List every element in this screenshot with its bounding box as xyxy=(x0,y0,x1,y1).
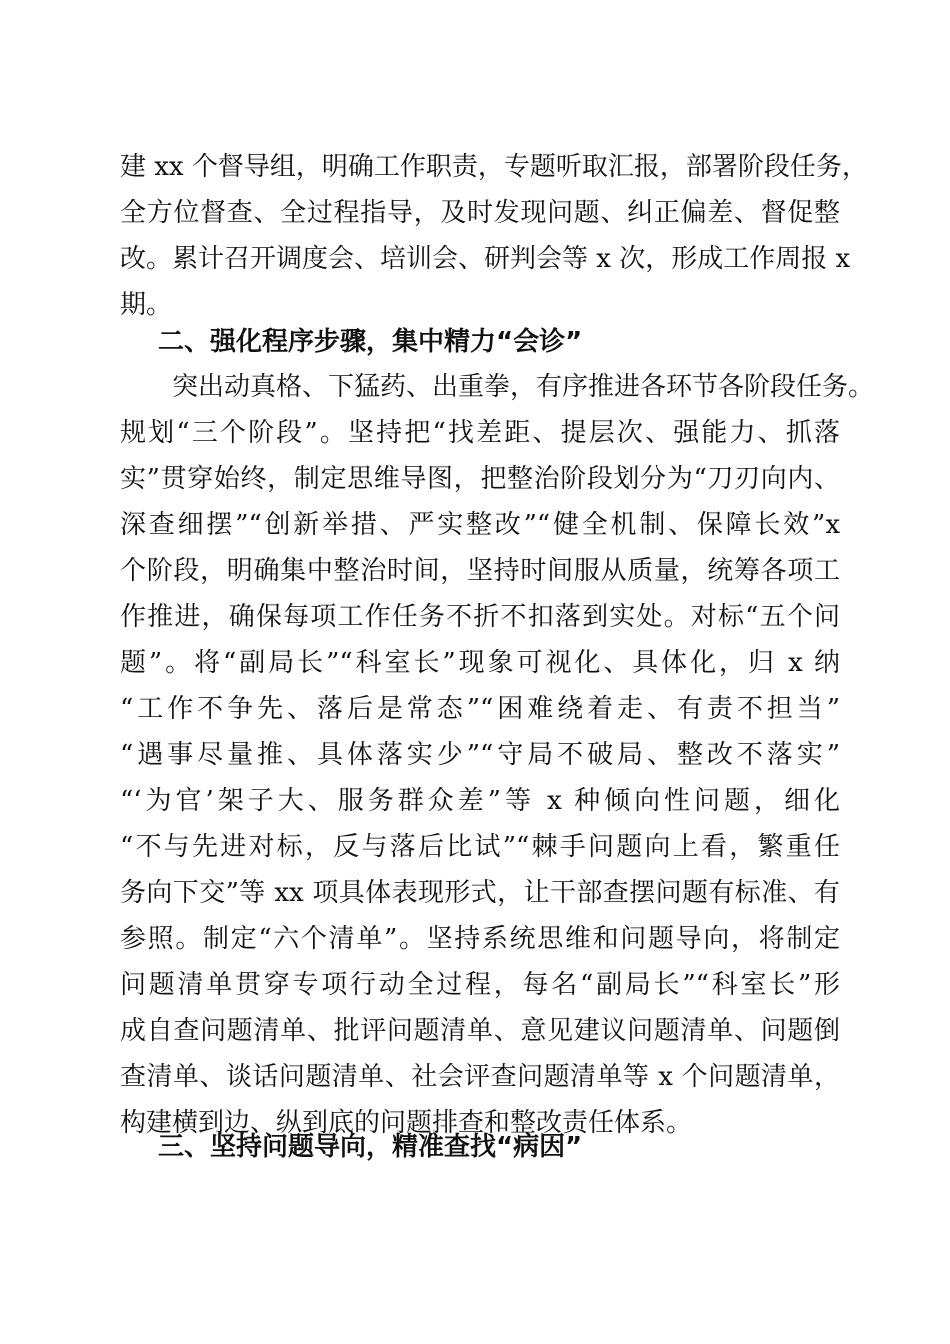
text-line: “不与先进对标，反与落后比试”“棘手问题向上看，繁重任 xyxy=(120,832,840,862)
paragraph-section-2 xyxy=(120,364,875,1146)
text-line: 突出动真格、下猛药、出重拳，有序推进各环节各阶段任务。 xyxy=(120,372,875,402)
text-line: “工作不争先、落后是常态”“困难绕着走、有责不担当” xyxy=(120,694,840,724)
text-line: 构建横到边、纵到底的问题排查和整改责任体系。 xyxy=(120,1108,693,1138)
text-line: 个阶段，明确集中整治时间，坚持时间服从质量，统筹各项工 xyxy=(120,556,840,586)
text-line: 成自查问题清单、批评问题清单、意见建议问题清单、问题倒 xyxy=(120,1016,840,1046)
text-line: 全方位督查、全过程指导，及时发现问题、纠正偏差、督促整 xyxy=(120,198,840,228)
text-line: 实”贯穿始终，制定思维导图，把整治阶段划分为“刀刃向内、 xyxy=(120,464,840,494)
text-line: 作推进，确保每项工作任务不折不扣落到实处。对标“五个问 xyxy=(120,602,840,632)
section-heading-2: 二、强化程序步骤，集中精力“会诊” xyxy=(158,327,583,357)
text-line: 深查细摆”“创新举措、严实整改”“健全机制、保障长效”x xyxy=(120,510,840,540)
text-line: 题”。将“副局长”“科室长”现象可视化、具体化，归 x 纳 xyxy=(120,648,840,678)
text-line: 规划“三个阶段”。坚持把“找差距、提层次、强能力、抓落 xyxy=(120,418,840,448)
text-line: 参照。制定“六个清单”。坚持系统思维和问题导向，将制定 xyxy=(120,924,840,954)
text-line: 期。 xyxy=(120,290,173,320)
text-line: 查清单、谈话问题清单、社会评查问题清单等 x 个问题清单， xyxy=(120,1062,840,1092)
text-line: 问题清单贯穿专项行动全过程，每名“副局长”“科室长”形 xyxy=(120,970,840,1000)
section-heading-3: 三、坚持问题导向，精准查找“病因” xyxy=(158,1132,583,1162)
text-line: “‘为官’架子大、服务群众差”等 x 种倾向性问题，细化 xyxy=(120,786,840,816)
text-line: “遇事尽量推、具体落实少”“守局不破局、整改不落实” xyxy=(120,740,840,770)
text-line: 建 xx 个督导组，明确工作职责，专题听取汇报，部署阶段任务， xyxy=(120,152,868,182)
text-line: 改。累计召开调度会、培训会、研判会等 x 次，形成工作周报 x xyxy=(120,244,851,274)
text-line: 务向下交”等 xx 项具体表现形式，让干部查摆问题有标准、有 xyxy=(120,878,840,908)
paragraph-continuation xyxy=(120,144,868,328)
